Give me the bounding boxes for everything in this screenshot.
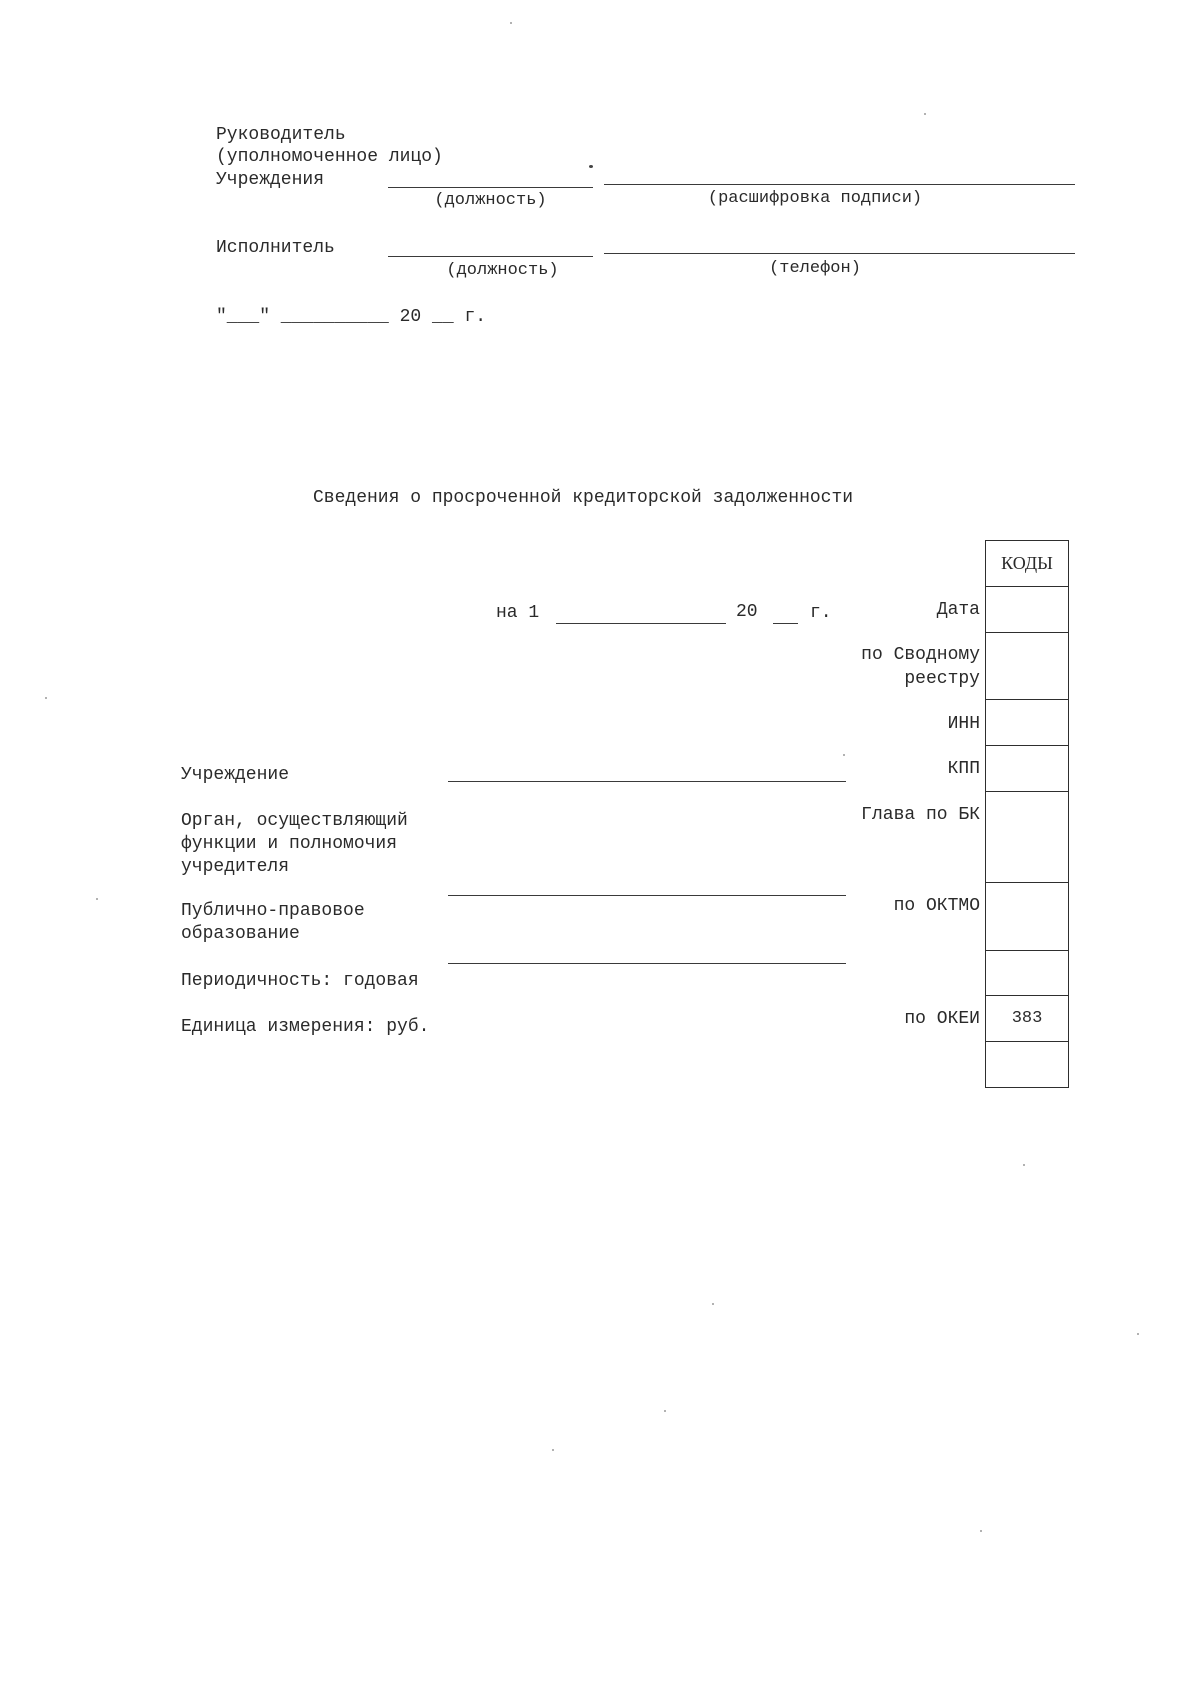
head-label-line-2: (уполномоченное лицо)	[216, 147, 443, 167]
executor-phone-caption: (телефон)	[769, 259, 861, 278]
label-founder-line-3: учредителя	[181, 857, 290, 877]
label-public-line-1: Публично-правовое	[181, 901, 365, 921]
founder-line[interactable]	[448, 895, 846, 896]
report-date-year: 20	[736, 602, 758, 622]
codes-table	[985, 540, 1069, 1088]
scan-speck	[712, 1303, 714, 1305]
report-title: Сведения о просроченной кредиторской задолженности	[313, 488, 854, 508]
label-inn: ИНН	[947, 714, 980, 734]
report-year-line[interactable]	[773, 623, 798, 624]
label-kpp: КПП	[947, 759, 980, 779]
scan-speck	[664, 1410, 666, 1412]
scan-speck	[45, 697, 47, 699]
code-cell-inn[interactable]	[986, 700, 1068, 746]
code-cell-bk[interactable]	[986, 792, 1068, 883]
executor-phone-line[interactable]	[604, 253, 1075, 254]
report-date-prefix: на 1	[496, 603, 540, 623]
head-label-line-1: Руководитель	[216, 125, 346, 145]
code-cell-last[interactable]	[986, 1042, 1068, 1087]
code-cell-blank[interactable]	[986, 951, 1068, 996]
signature-date-line[interactable]: "___" __________ 20 __ г.	[216, 307, 487, 327]
head-label-line-3: Учреждения	[216, 170, 325, 190]
code-cell-registry[interactable]	[986, 633, 1068, 700]
label-institution: Учреждение	[181, 765, 290, 785]
label-founder-line-2: функции и полномочия	[181, 834, 398, 854]
code-cell-kpp[interactable]	[986, 746, 1068, 792]
code-cell-date[interactable]	[986, 587, 1068, 633]
scan-speck	[924, 113, 926, 115]
scan-speck	[980, 1530, 982, 1532]
label-founder-line-1: Орган, осуществляющий	[181, 811, 408, 831]
label-bk: Глава по БК	[861, 805, 980, 825]
scan-speck	[510, 22, 512, 24]
label-periodicity: Периодичность: годовая	[181, 971, 419, 991]
label-registry-line-1: по Сводному	[861, 645, 980, 665]
report-date-suffix: г.	[810, 603, 832, 623]
institution-line[interactable]	[448, 781, 846, 782]
scan-speck	[843, 754, 845, 756]
codes-header: КОДЫ	[986, 541, 1068, 587]
label-okei: по ОКЕИ	[904, 1009, 980, 1029]
report-date-line[interactable]	[556, 623, 726, 624]
head-position-line[interactable]	[388, 187, 593, 188]
head-position-caption: (должность)	[434, 191, 547, 210]
public-entity-line[interactable]	[448, 963, 846, 964]
scan-speck	[1023, 1164, 1025, 1166]
label-public-line-2: образование	[181, 924, 300, 944]
head-decoding-line[interactable]	[604, 184, 1075, 185]
scan-speck	[1137, 1333, 1139, 1335]
executor-position-line[interactable]	[388, 256, 593, 257]
code-cell-okei[interactable]: 383	[986, 996, 1068, 1042]
label-oktmo: по ОКТМО	[893, 896, 980, 916]
label-registry-line-2: реестру	[904, 669, 980, 689]
scan-speck	[96, 898, 98, 900]
scan-speck	[552, 1449, 554, 1451]
executor-label: Исполнитель	[216, 238, 335, 258]
label-unit: Единица измерения: руб.	[181, 1017, 430, 1037]
code-cell-oktmo[interactable]	[986, 883, 1068, 951]
scan-speck	[589, 165, 593, 168]
label-date: Дата	[936, 600, 980, 620]
head-decoding-caption: (расшифровка подписи)	[707, 189, 923, 208]
executor-position-caption: (должность)	[446, 261, 559, 280]
